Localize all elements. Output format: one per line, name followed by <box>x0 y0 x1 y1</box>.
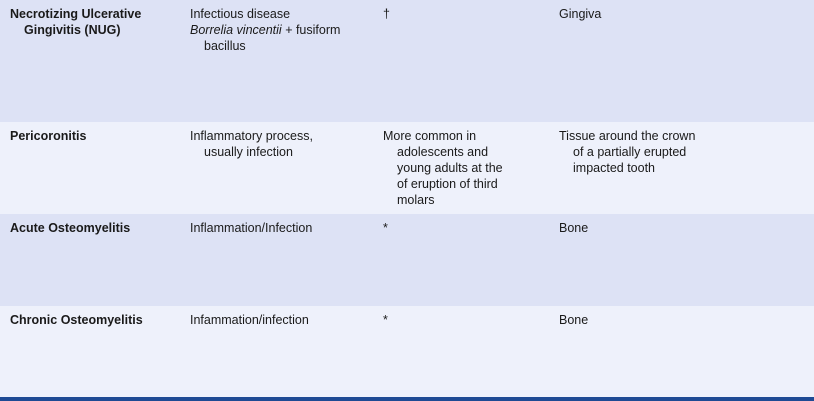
table-row <box>0 0 814 122</box>
nature-cell <box>190 312 309 328</box>
site-line: Gingiva <box>559 7 602 21</box>
disease-name <box>10 6 141 38</box>
demographic-line: adolescents and <box>397 145 489 159</box>
site-cell <box>559 6 601 22</box>
demographic-line: molars <box>397 193 435 207</box>
table-bottom-rule <box>0 397 814 401</box>
nature-line: Infectious disease <box>190 7 291 21</box>
nature-cell <box>190 220 312 236</box>
disease-name <box>10 312 143 328</box>
demographic-cell <box>383 128 503 208</box>
disease-name-line: Acute Osteomyelitis <box>10 221 131 235</box>
site-line: Bone <box>559 313 589 327</box>
demographic-cell <box>383 6 390 22</box>
site-cell <box>559 312 588 328</box>
demographic-cell <box>383 220 388 236</box>
nature-line: usually infection <box>204 145 293 159</box>
demographic-line: More common in <box>383 129 477 143</box>
organism-name: Borrelia vincentii <box>190 23 282 37</box>
demographic-line: of eruption of third <box>397 177 498 191</box>
site-line: Tissue around the crown <box>559 129 696 143</box>
site-line: Bone <box>559 221 589 235</box>
table-row <box>0 122 814 214</box>
table-row <box>0 306 814 397</box>
footnote-marker: * <box>383 313 388 327</box>
disease-name-line: Chronic Osteomyelitis <box>10 313 143 327</box>
nature-line: Inflammatory process, <box>190 129 313 143</box>
site-line: of a partially erupted <box>573 145 687 159</box>
demographic-line: young adults at the <box>397 161 503 175</box>
nature-line: Inflammation/Infection <box>190 221 313 235</box>
footnote-marker: * <box>383 221 388 235</box>
disease-name <box>10 220 130 236</box>
site-cell <box>559 128 695 176</box>
nature-cell <box>190 6 340 54</box>
nature-line: + fusiform <box>281 23 341 37</box>
demographic-cell <box>383 312 388 328</box>
nature-line: Infammation/infection <box>190 313 309 327</box>
disease-name-line: Gingivitis (NUG) <box>24 23 121 37</box>
nature-line: bacillus <box>204 39 246 53</box>
disease-name-line: Pericoronitis <box>10 129 87 143</box>
table-row <box>0 214 814 306</box>
disease-name <box>10 128 86 144</box>
site-cell <box>559 220 588 236</box>
footnote-marker: † <box>383 7 390 21</box>
site-line: impacted tooth <box>573 161 655 175</box>
nature-cell <box>190 128 313 160</box>
disease-name-line: Necrotizing Ulcerative <box>10 7 142 21</box>
